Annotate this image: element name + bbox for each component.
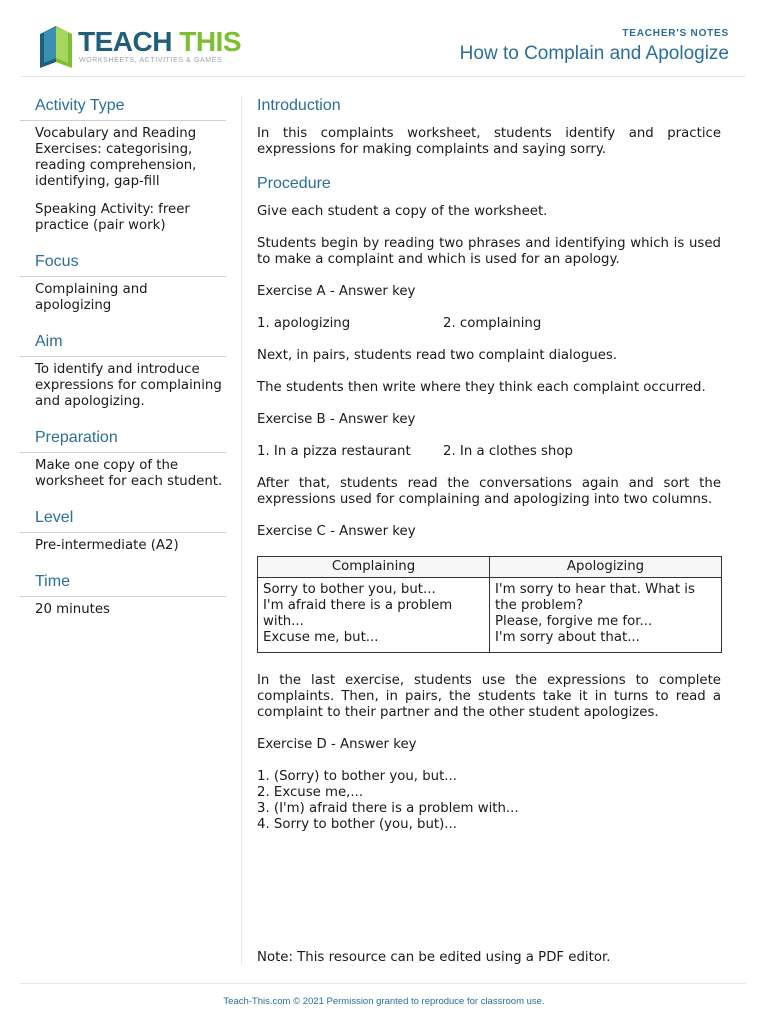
procedure-paragraph: In the last exercise, students use the expressions to complete complaints. Then, in pairs, the students take it in turns to read a complaint to their partner and the other student apologizes. <box>257 673 721 720</box>
answer-item: 4. Sorry to bother (you, but)... <box>257 817 457 832</box>
level-text: Pre-intermediate (A2) <box>35 538 179 553</box>
apologizing-cell <box>490 578 722 653</box>
exercise-d-answers <box>257 769 721 833</box>
brand-logo <box>36 24 242 70</box>
brand-name <box>78 26 241 58</box>
answer-item: 1. apologizing <box>257 316 351 331</box>
time-heading: Time <box>20 572 226 597</box>
header-divider <box>20 76 746 77</box>
answer-item: 2. Excuse me,... <box>257 785 364 800</box>
procedure-heading: Procedure <box>257 175 331 192</box>
aim-heading: Aim <box>20 332 226 357</box>
time-text: 20 minutes <box>35 602 110 617</box>
focus-section <box>20 252 226 314</box>
expression: I'm sorry about that... <box>495 630 640 645</box>
preparation-text: Make one copy of the worksheet for each student. <box>35 458 223 489</box>
time-section <box>20 572 226 618</box>
activity-type-line: Vocabulary and Reading Exercises: categorising, reading comprehension, identifying, gap-fill <box>35 126 197 189</box>
activity-type-heading: Activity Type <box>20 96 226 121</box>
brand-name-part2: THIS <box>179 26 242 57</box>
complaining-cell <box>258 578 490 653</box>
book-logo-icon <box>36 24 74 68</box>
sidebar <box>20 96 226 636</box>
answer-item: 2. complaining <box>443 316 542 331</box>
footer-copyright: Teach-This.com © 2021 Permission granted to reproduce for classroom use. <box>223 996 545 1007</box>
expression: Sorry to bother you, but... <box>263 582 436 597</box>
exercise-b-label: Exercise B - Answer key <box>257 412 416 427</box>
focus-heading: Focus <box>20 252 226 277</box>
header-kicker: TEACHER'S NOTES <box>622 28 729 39</box>
editor-note: Note: This resource can be edited using a PDF editor. <box>257 950 611 965</box>
footer-divider <box>20 983 746 984</box>
answer-item: 3. (I'm) afraid there is a problem with... <box>257 801 519 816</box>
exercise-c-table <box>257 556 722 653</box>
column-divider <box>241 96 242 964</box>
expression: Please, forgive me for... <box>495 614 653 629</box>
aim-section <box>20 332 226 410</box>
aim-text: To identify and introduce expressions for complaining and apologizing. <box>35 362 222 409</box>
level-section <box>20 508 226 554</box>
level-heading: Level <box>20 508 226 533</box>
expression: I'm sorry to hear that. What is the problem? <box>495 582 695 613</box>
expression: I'm afraid there is a problem with... <box>263 598 453 629</box>
expression: Excuse me, but... <box>263 630 379 645</box>
table-header: Apologizing <box>490 557 722 578</box>
procedure-paragraph: After that, students read the conversations again and sort the expressions used for complaining and apologizing into two columns. <box>257 476 721 507</box>
procedure-paragraph: The students then write where they think each complaint occurred. <box>257 380 706 395</box>
answer-item: 1. In a pizza restaurant <box>257 444 411 459</box>
answer-item: 2. In a clothes shop <box>443 444 573 459</box>
focus-text: Complaining and apologizing <box>35 282 148 313</box>
main-content <box>257 96 721 833</box>
exercise-c-label: Exercise C - Answer key <box>257 524 416 539</box>
procedure-paragraph: Give each student a copy of the worksheet. <box>257 204 548 219</box>
answer-item: 1. (Sorry) to bother you, but... <box>257 769 457 784</box>
exercise-a-label: Exercise A - Answer key <box>257 284 416 299</box>
procedure-paragraph: Students begin by reading two phrases and identifying which is used to make a complaint and which is used for an apology. <box>257 236 721 267</box>
activity-type-section <box>20 96 226 234</box>
brand-tagline: WORKSHEETS, ACTIVITIES & GAMES <box>79 57 223 64</box>
brand-name-part1: TEACH <box>78 26 172 57</box>
introduction-text: In this complaints worksheet, students identify and practice expressions for making complaints and saying sorry. <box>257 126 721 157</box>
introduction-heading: Introduction <box>257 97 341 114</box>
preparation-heading: Preparation <box>20 428 226 453</box>
exercise-d-label: Exercise D - Answer key <box>257 737 417 752</box>
exercise-a-answers <box>257 316 721 332</box>
exercise-b-answers <box>257 444 721 460</box>
table-header: Complaining <box>258 557 490 578</box>
procedure-paragraph: Next, in pairs, students read two complaint dialogues. <box>257 348 618 363</box>
page-title: How to Complain and Apologize <box>459 43 729 64</box>
activity-type-line: Speaking Activity: freer practice (pair work) <box>35 202 190 233</box>
preparation-section <box>20 428 226 490</box>
